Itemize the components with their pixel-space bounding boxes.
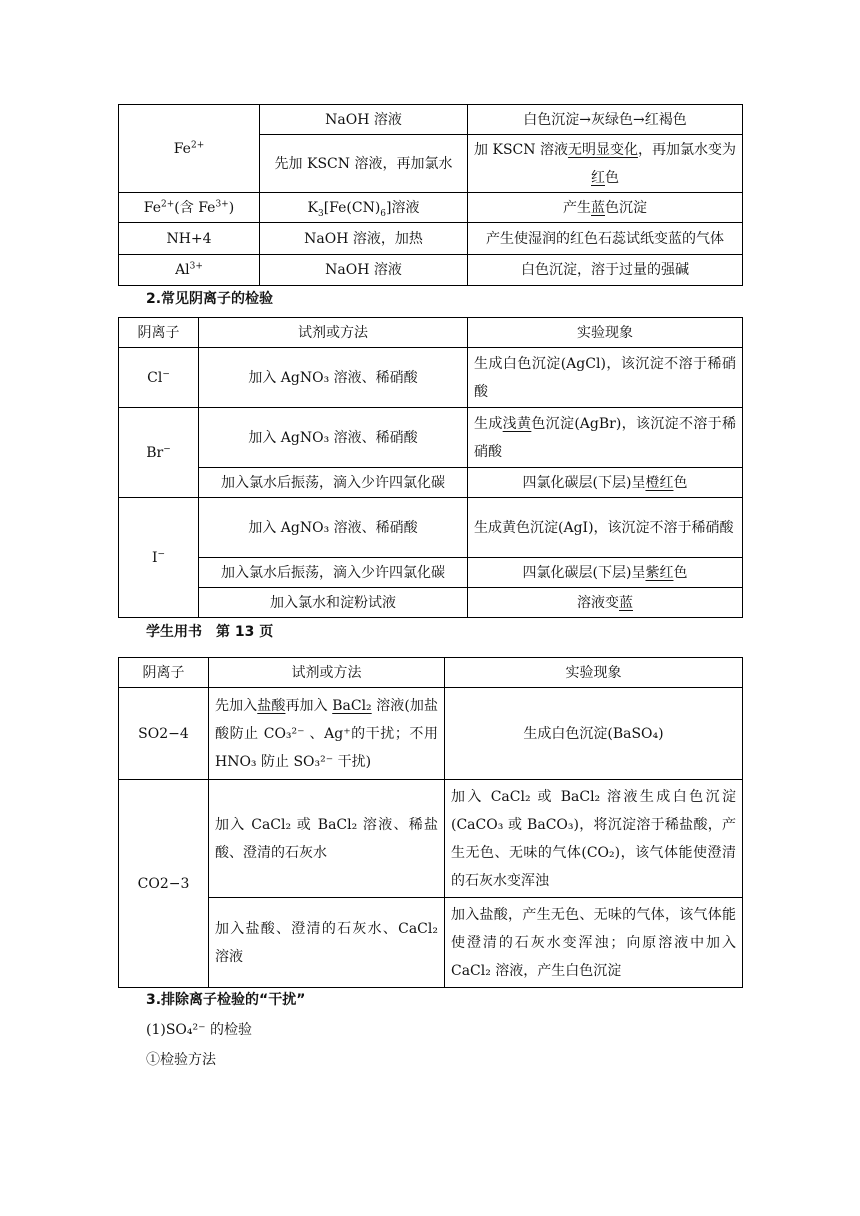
result-cell: 产生蓝色沉淀 [468,193,743,223]
reagent-cell: 先加入盐酸再加入 BaCl₂ 溶液(加盐酸防止 CO₃²⁻ 、Ag⁺的干扰；不用 HNO₃ 防止 SO₃²⁻ 干扰) [209,688,445,780]
reagent-cell: NaOH 溶液，加热 [260,223,468,255]
anion-test-table-2 [118,657,743,988]
reagent-cell: 加入氯水和淀粉试液 [199,588,468,618]
result-cell: 生成白色沉淀(AgCl)，该沉淀不溶于稀硝酸 [468,348,743,408]
header-result: 实验现象 [468,318,743,348]
reagent-cell: NaOH 溶液 [260,105,468,135]
ion-nh4: NH+4 [119,223,260,255]
page-marker: 学生用书 第 13 页 [146,624,274,640]
header-reagent: 试剂或方法 [209,658,445,688]
reagent-cell: 加入氯水后振荡，滴入少许四氯化碳 [199,468,468,498]
ion-fe2: $Fe^{2+}$ [119,105,260,193]
header-anion: 阴离子 [119,658,209,688]
subsection-so4-test: (1)SO₄²⁻ 的检验 [146,1022,252,1038]
result-cell: 白色沉淀，溶于过量的强碱 [468,255,743,286]
reagent-cell: 加入盐酸、澄清的石灰水、CaCl₂ 溶液 [209,898,445,988]
reagent-cell: 加入氯水后振荡，滴入少许四氯化碳 [199,558,468,588]
result-cell: 四氯化碳层(下层)呈紫红色 [468,558,743,588]
ion-cl: Cl− [119,348,199,408]
result-cell: 生成浅黄色沉淀(AgBr)，该沉淀不溶于稀硝酸 [468,408,743,468]
reagent-cell: 先加 KSCN 溶液，再加氯水 [260,135,468,193]
result-cell: 溶液变蓝 [468,588,743,618]
section-3-title: 3.排除离子检验的“干扰” [146,992,306,1008]
reagent-cell: 加入 AgNO₃ 溶液、稀硝酸 [199,498,468,558]
header-reagent: 试剂或方法 [199,318,468,348]
cation-test-table [118,104,743,286]
ion-so4: SO2−4 [119,688,209,780]
header-anion: 阴离子 [119,318,199,348]
ion-i: I− [119,498,199,618]
ion-al3: $Al^{3+}$ [119,255,260,286]
result-cell: 加入 CaCl₂ 或 BaCl₂ 溶液生成白色沉淀(CaCO₃ 或 BaCO₃)，将沉淀溶于稀盐酸，产生无色、无味的气体(CO₂)，该气体能使澄清的石灰水变浑浊 [445,780,743,898]
reagent-cell: $K_3[Fe(CN)_6]$溶液 [260,193,468,223]
reagent-cell: 加入 AgNO₃ 溶液、稀硝酸 [199,408,468,468]
result-cell: 生成黄色沉淀(AgI)，该沉淀不溶于稀硝酸 [468,498,743,558]
anion-test-table-1 [118,317,743,618]
reagent-cell: NaOH 溶液 [260,255,468,286]
section-2-title: 2.常见阴离子的检验 [146,291,274,307]
result-cell: 四氯化碳层(下层)呈橙红色 [468,468,743,498]
reagent-cell: 加入 CaCl₂ 或 BaCl₂ 溶液、稀盐酸、澄清的石灰水 [209,780,445,898]
result-cell: 白色沉淀→灰绿色→红褐色 [468,105,743,135]
result-cell: 加 KSCN 溶液无明显变化，再加氯水变为红色 [468,135,743,193]
ion-br: Br− [119,408,199,498]
ion-co3: CO2−3 [119,780,209,988]
result-cell: 生成白色沉淀(BaSO₄) [445,688,743,780]
reagent-cell: 加入 AgNO₃ 溶液、稀硝酸 [199,348,468,408]
subsection-method: ①检验方法 [146,1052,216,1068]
result-cell: 产生使湿润的红色石蕊试纸变蓝的气体 [468,223,743,255]
result-cell: 加入盐酸，产生无色、无味的气体，该气体能使澄清的石灰水变浑浊；向原溶液中加入 CaCl₂ 溶液，产生白色沉淀 [445,898,743,988]
header-result: 实验现象 [445,658,743,688]
ion-fe2-fe3: $Fe^{2+}$(含 $Fe^{3+}$) [119,193,260,223]
